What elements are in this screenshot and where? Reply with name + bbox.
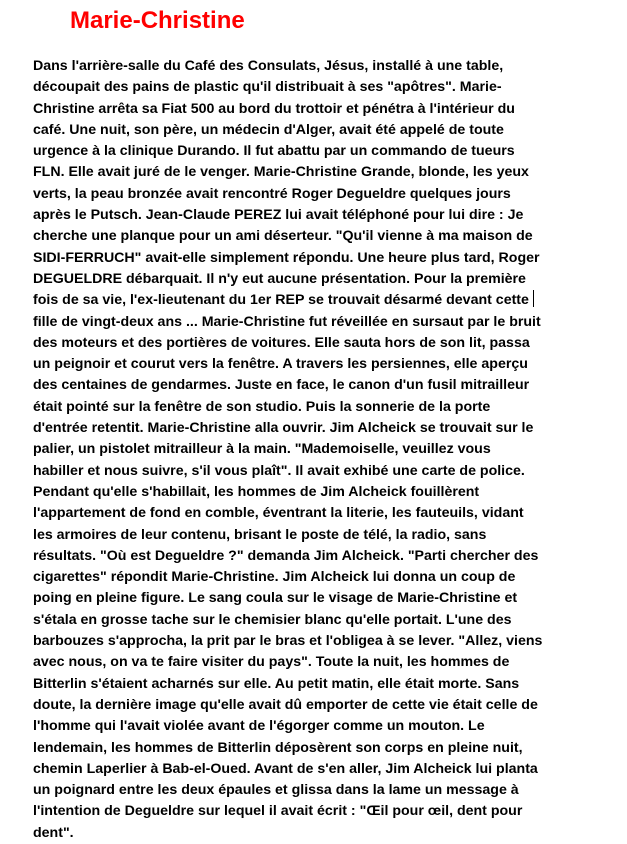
text-line: poing en pleine figure. Le sang coula sur le visage de Marie-Christine et [33, 590, 518, 607]
text-line: les armoires de leur contenu, brisant le poste de télé, la radio, sans [33, 526, 487, 543]
text-line: un poignard entre les deux épaules et glissa dans la lame un message à [33, 782, 519, 799]
text-line: l'appartement de fond en comble, éventrant la literie, les fauteuils, vidant [33, 505, 524, 522]
text-line: fois de sa vie, l'ex-lieutenant du 1er REP se trouvait désarmé devant cette [33, 290, 573, 311]
text-line: des moteurs et des portières de voitures. Elle sauta hors de son lit, passa [33, 334, 530, 351]
text-line: dent". [33, 824, 74, 841]
text-line: un peignoir et courut vers la fenêtre. A travers les persiennes, elle aperçu [33, 356, 528, 373]
text-line: palier, un pistolet mitrailleur à la main. "Mademoiselle, veuillez vous [33, 441, 491, 458]
text-line: fille de vingt-deux ans ... Marie-Christine fut réveillée en sursaut par le bruit [33, 313, 541, 330]
text-line: des centaines de gendarmes. Juste en face, le canon d'un fusil mitrailleur [33, 377, 530, 394]
text-line: cherche une planque pour un ami déserteur. "Qu'il vienne à ma maison de [33, 228, 533, 245]
text-line: avec nous, on va te faire visiter du pays". Toute la nuit, les hommes de [33, 654, 510, 671]
text-cursor [533, 290, 534, 307]
text-line: cigarettes" répondit Marie-Christine. Jim Alcheick lui donna un coup de [33, 569, 516, 586]
text-line: chemin Laperlier à Bab-el-Oued. Avant de s'en aller, Jim Alcheick lui planta [33, 760, 538, 777]
text-line: d'entrée retentit. Marie-Christine alla ouvrir. Jim Alcheick se trouvait sur le [33, 420, 534, 437]
text-line: urgence à la clinique Durando. Il fut abattu par un commando de tueurs [33, 143, 515, 160]
text-line: FLN. Elle avait juré de le venger. Marie-Christine Grande, blonde, les yeux [33, 164, 529, 181]
page-title: Marie-Christine [70, 7, 245, 34]
text-line: doute, la dernière image qu'elle avait dû emporter de cette vie était celle de [33, 696, 538, 713]
text-line: était pointé sur la fenêtre de son studio. Puis la sonnerie de la porte [33, 398, 491, 415]
text-line: SIDI-FERRUCH" avait-elle simplement répondu. Une heure plus tard, Roger [33, 249, 540, 266]
text-line: DEGUELDRE débarquait. Il n'y eut aucune présentation. Pour la première [33, 270, 526, 287]
text-line: café. Une nuit, son père, un médecin d'Alger, avait été appelé de toute [33, 121, 504, 138]
text-line: découpait des pains de plastic qu'il distribuait à ses "apôtres". Marie- [33, 79, 502, 96]
text-line: l'homme qui l'avait violée avant de l'égorger comme un mouton. Le [33, 718, 485, 735]
text-line: lendemain, les hommes de Bitterlin déposèrent son corps en pleine nuit, [33, 739, 523, 756]
text-line: Christine arrêta sa Fiat 500 au bord du trottoir et pénétra à l'intérieur du [33, 100, 515, 117]
text-line: habiller et nous suivre, s'il vous plaît". Il avait exhibé une carte de police. [33, 462, 525, 479]
text-line: verts, la peau bronzée avait rencontré Roger Degueldre quelques jours [33, 185, 511, 202]
text-line: Dans l'arrière-salle du Café des Consulats, Jésus, installé à une table, [33, 58, 504, 74]
text-line: l'intention de Degueldre sur lequel il avait écrit : "Œil pour œil, dent pour [33, 803, 523, 820]
text-line: après le Putsch. Jean-Claude PEREZ lui avait téléphoné pour lui dire : Je [33, 207, 524, 224]
text-line: Pendant qu'elle s'habillait, les hommes de Jim Alcheick fouillèrent [33, 483, 480, 500]
text-line: barbouzes s'approcha, la prit par le bras et l'obligea à se lever. "Allez, viens [33, 633, 543, 650]
text-line: résultats. "Où est Degueldre ?" demanda Jim Alcheick. "Parti chercher des [33, 547, 539, 564]
text-line: s'étala en grosse tache sur le chemisier blanc qu'elle portait. L'une des [33, 611, 512, 628]
article-body [33, 56, 573, 844]
text-line: Bitterlin s'étaient acharnés sur elle. Au petit matin, elle était morte. Sans [33, 675, 520, 692]
